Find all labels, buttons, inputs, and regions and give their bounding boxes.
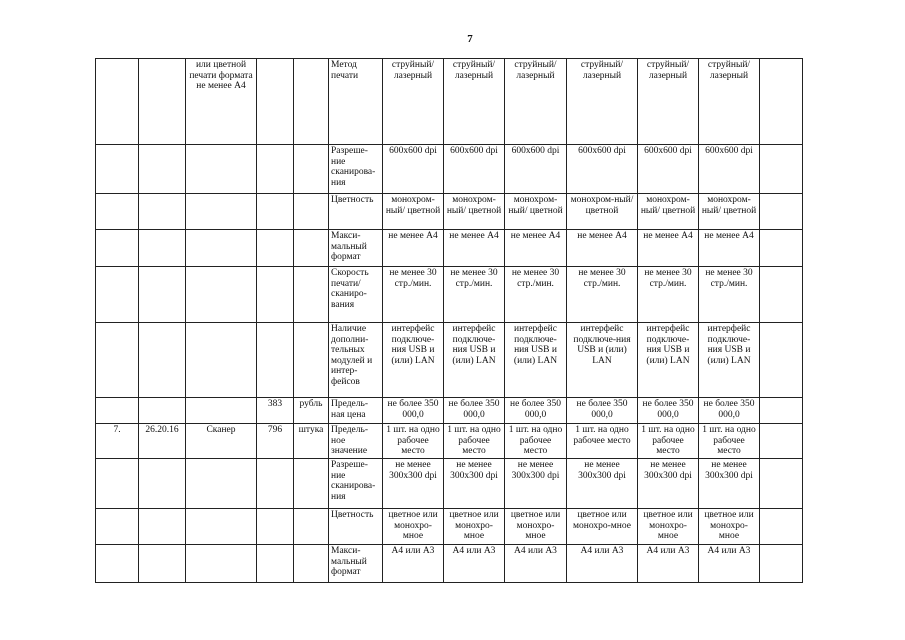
product-name-cell [186,194,257,230]
okei-code-cell [257,194,294,230]
value-cell: не менее 30 стр./мин. [567,267,638,323]
okei-code-cell [257,545,294,583]
unit-cell [294,459,329,509]
value-cell: струйный/ лазерный [444,59,505,145]
value-cell: не менее А4 [505,230,567,267]
unit-cell [294,267,329,323]
okpd-code-cell [139,267,186,323]
okei-code-cell [257,267,294,323]
table-row [96,398,803,424]
empty-cell [760,459,803,509]
unit-cell [294,230,329,267]
value-cell: струйный/ лазерный [567,59,638,145]
product-name-cell [186,459,257,509]
product-name-cell [186,230,257,267]
table-row [96,323,803,398]
row-number-cell [96,545,139,583]
value-cell: А4 или А3 [638,545,699,583]
value-cell: монохром-ный/ цветной [699,194,760,230]
table-row [96,459,803,509]
characteristic-cell: Предель-ное значение [329,424,383,459]
value-cell: не более 350 000,0 [505,398,567,424]
characteristic-cell: Макси-мальный формат [329,230,383,267]
table-row [96,267,803,323]
row-number-cell [96,509,139,545]
okpd-code-cell [139,459,186,509]
row-number-cell [96,459,139,509]
okpd-code-cell [139,59,186,145]
characteristic-cell: Метод печати [329,59,383,145]
product-name-cell [186,267,257,323]
value-cell: 1 шт. на одно рабочее место [444,424,505,459]
okpd-code-cell [139,323,186,398]
empty-cell [760,545,803,583]
value-cell: не менее А4 [383,230,444,267]
table-row [96,194,803,230]
value-cell: 600x600 dpi [638,145,699,194]
okpd-code-cell [139,545,186,583]
value-cell: А4 или А3 [699,545,760,583]
empty-cell [760,323,803,398]
empty-cell [760,59,803,145]
value-cell: 1 шт. на одно рабочее место [638,424,699,459]
product-name-cell [186,145,257,194]
value-cell: монохром-ный/ цветной [383,194,444,230]
okei-code-cell: 796 [257,424,294,459]
row-number-cell [96,145,139,194]
value-cell: цветное или монохро-мное [638,509,699,545]
value-cell: цветное или монохро-мное [699,509,760,545]
row-number-cell [96,59,139,145]
value-cell: цветное или монохро-мное [567,509,638,545]
table-row [96,59,803,145]
value-cell: А4 или А3 [383,545,444,583]
value-cell: 1 шт. на одно рабочее место [383,424,444,459]
value-cell: не менее А4 [699,230,760,267]
okei-code-cell [257,59,294,145]
value-cell: А4 или А3 [567,545,638,583]
unit-cell [294,509,329,545]
value-cell: интерфейс подключе-ния USB и (или) LAN [444,323,505,398]
value-cell: 600x600 dpi [505,145,567,194]
value-cell: 600x600 dpi [383,145,444,194]
value-cell: не менее А4 [444,230,505,267]
value-cell: не менее 300x300 dpi [505,459,567,509]
product-name-cell: Сканер [186,424,257,459]
characteristic-cell: Разреше-ние сканирова-ния [329,145,383,194]
value-cell: не менее 30 стр./мин. [444,267,505,323]
value-cell: интерфейс подключе-ния USB и (или) LAN [383,323,444,398]
empty-cell [760,424,803,459]
row-number-cell [96,194,139,230]
value-cell: 600x600 dpi [444,145,505,194]
value-cell: не менее А4 [638,230,699,267]
empty-cell [760,267,803,323]
value-cell: струйный/ лазерный [699,59,760,145]
characteristic-cell: Наличие дополни-тельных модулей и интер-фейсов [329,323,383,398]
value-cell: 1 шт. на одно рабочее место [505,424,567,459]
value-cell: интерфейс подключе-ния USB и (или) LAN [699,323,760,398]
okei-code-cell [257,459,294,509]
unit-cell [294,145,329,194]
empty-cell [760,230,803,267]
value-cell: не менее 300x300 dpi [567,459,638,509]
characteristic-cell: Цветность [329,194,383,230]
okei-code-cell [257,509,294,545]
row-number-cell [96,230,139,267]
okei-code-cell [257,145,294,194]
value-cell: 1 шт. на одно рабочее место [699,424,760,459]
empty-cell [760,194,803,230]
value-cell: монохром-ный/ цветной [505,194,567,230]
value-cell: монохром-ный/ цветной [444,194,505,230]
okpd-code-cell [139,194,186,230]
characteristic-cell: Предель-ная цена [329,398,383,424]
row-number-cell: 7. [96,424,139,459]
value-cell: струйный/ лазерный [383,59,444,145]
value-cell: не менее А4 [567,230,638,267]
empty-cell [760,398,803,424]
unit-cell [294,323,329,398]
product-name-cell [186,323,257,398]
okpd-code-cell [139,398,186,424]
table-row [96,509,803,545]
value-cell: не менее 300x300 dpi [699,459,760,509]
value-cell: струйный/ лазерный [638,59,699,145]
table-row [96,145,803,194]
okei-code-cell: 383 [257,398,294,424]
unit-cell [294,545,329,583]
empty-cell [760,145,803,194]
unit-cell [294,194,329,230]
value-cell: цветное или монохро-мное [383,509,444,545]
page-number: 7 [467,33,473,45]
value-cell: не менее 300x300 dpi [638,459,699,509]
unit-cell: штука [294,424,329,459]
value-cell: не более 350 000,0 [638,398,699,424]
value-cell: не более 350 000,0 [567,398,638,424]
value-cell: А4 или А3 [444,545,505,583]
value-cell: цветное или монохро-мное [505,509,567,545]
value-cell: цветное или монохро-мное [444,509,505,545]
characteristic-cell: Цветность [329,509,383,545]
value-cell: не менее 300x300 dpi [444,459,505,509]
okpd-code-cell [139,509,186,545]
unit-cell: рубль [294,398,329,424]
okpd-code-cell: 26.20.16 [139,424,186,459]
value-cell: не менее 30 стр./мин. [699,267,760,323]
value-cell: интерфейс подключе-ния USB и (или) LAN [505,323,567,398]
unit-cell [294,59,329,145]
value-cell: струйный/ лазерный [505,59,567,145]
product-name-cell [186,545,257,583]
product-name-cell [186,398,257,424]
value-cell: не менее 30 стр./мин. [383,267,444,323]
row-number-cell [96,398,139,424]
okei-code-cell [257,230,294,267]
characteristic-cell: Разреше-ние сканирова-ния [329,459,383,509]
characteristic-cell: Скорость печати/ сканиро-вания [329,267,383,323]
value-cell: 600x600 dpi [699,145,760,194]
value-cell: монохром-ный/ цветной [567,194,638,230]
value-cell: не более 350 000,0 [444,398,505,424]
okpd-code-cell [139,230,186,267]
row-number-cell [96,323,139,398]
specification-table [95,58,803,583]
value-cell: не менее 30 стр./мин. [638,267,699,323]
product-name-cell [186,509,257,545]
row-number-cell [96,267,139,323]
characteristic-cell: Макси-мальный формат [329,545,383,583]
okpd-code-cell [139,145,186,194]
value-cell: интерфейс подключе-ния USB и (или) LAN [638,323,699,398]
value-cell: монохром-ный/ цветной [638,194,699,230]
value-cell: не более 350 000,0 [699,398,760,424]
value-cell: 600x600 dpi [567,145,638,194]
value-cell: не более 350 000,0 [383,398,444,424]
table-row [96,545,803,583]
value-cell: А4 или А3 [505,545,567,583]
value-cell: интерфейс подключе-ния USB и (или) LAN [567,323,638,398]
product-name-cell: или цветной печати формата не менее А4 [186,59,257,145]
okei-code-cell [257,323,294,398]
empty-cell [760,509,803,545]
value-cell: не менее 300x300 dpi [383,459,444,509]
table-row [96,424,803,459]
value-cell: 1 шт. на одно рабочее место [567,424,638,459]
table-row [96,230,803,267]
value-cell: не менее 30 стр./мин. [505,267,567,323]
